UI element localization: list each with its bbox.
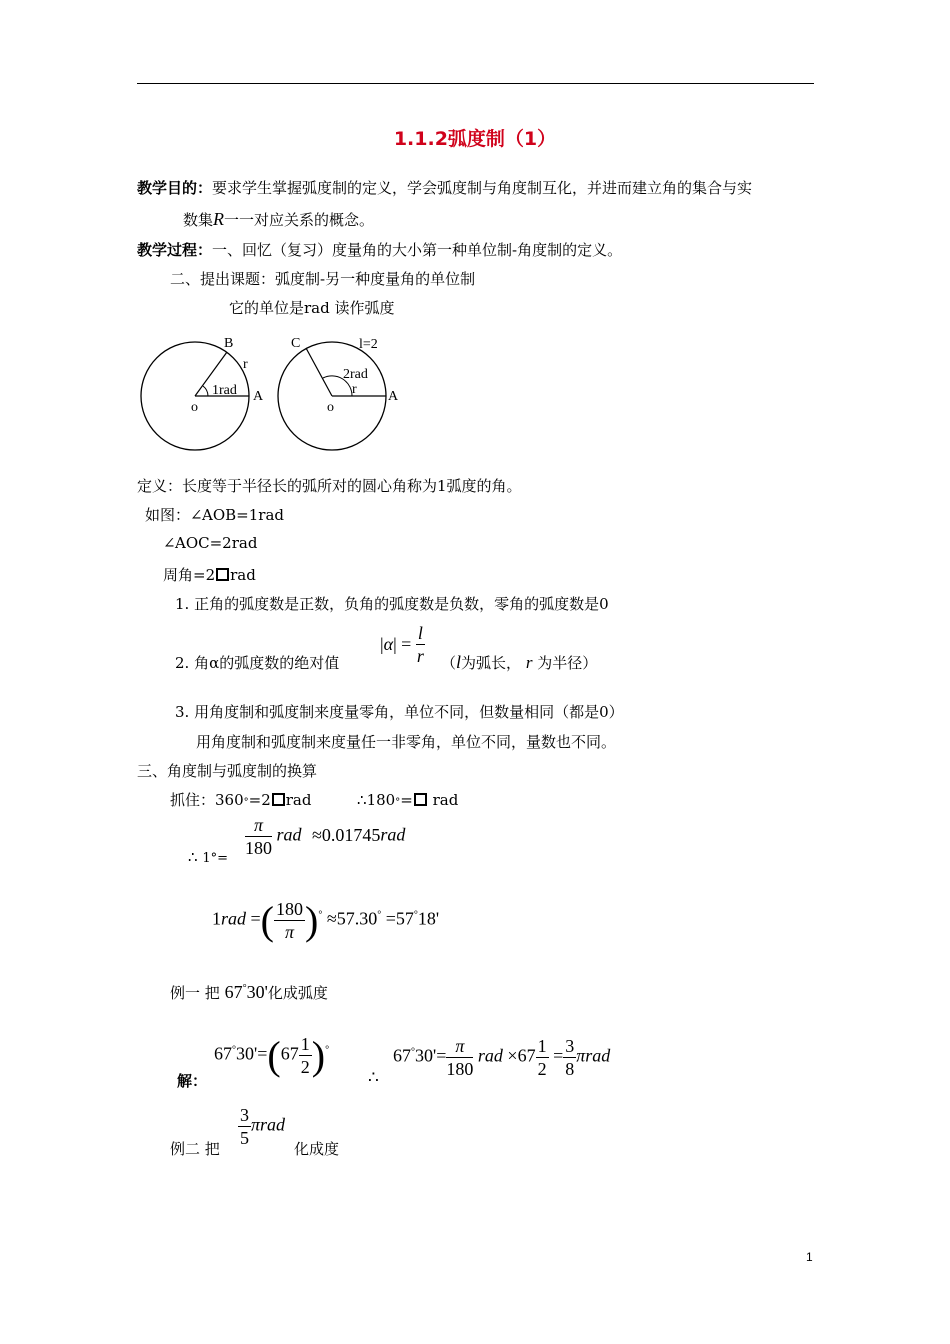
note-2d: 为弧长， [461, 654, 522, 672]
as-fig-label: 如图： [145, 506, 191, 524]
l-symbol: l [456, 652, 462, 672]
process-step-1: 一、回忆（复习）度量角的大小第一种单位制-角度制的定义。 [212, 241, 623, 259]
label-r-left: r [243, 357, 248, 372]
l-num: l [417, 623, 423, 643]
process-step-2: 二、提出课题：弧度制-另一种度量角的单位制 [170, 270, 476, 288]
unit-line: 它的单位是rad 读作弧度 [229, 299, 395, 317]
rad-unit: rad [276, 824, 302, 845]
ex2-den: 5 [240, 1128, 249, 1148]
grasp-f: rad [432, 791, 459, 809]
label-B: B [224, 336, 234, 351]
solution-label: 解： [177, 1072, 208, 1090]
note-2-text [175, 652, 339, 673]
rad-unit: rad [380, 824, 406, 845]
min-18: 18' [417, 908, 440, 929]
ex1-step-1: 67°30'=(67 $\frac{1}{2}$ )° [214, 1033, 330, 1078]
aoc-text: AOC=2rad [175, 534, 258, 552]
process-label: 教学过程： [137, 241, 213, 259]
angle-icon: ∠ [163, 534, 176, 552]
therefore-2: ∴ [368, 1068, 379, 1088]
note-2a: 2. 角 [175, 654, 210, 672]
label-2rad: 2rad [343, 367, 368, 382]
r-den: r [416, 646, 424, 666]
pi-placeholder-icon [216, 568, 229, 581]
goal-label: 教学目的： [137, 179, 213, 197]
ex1-text: 化成弧度 [267, 984, 328, 1002]
alpha-icon: α [209, 654, 220, 672]
ex2-formula [238, 1104, 285, 1149]
note-1: 1. 正角的弧度数是正数，负角的弧度数是负数，零角的弧度数是0 [175, 595, 609, 613]
ex1-min: 30' [246, 982, 268, 1002]
approx-value-2: ≈57.30 [326, 908, 378, 929]
label-l2: l=2 [359, 337, 378, 352]
one-deg: 1 [202, 851, 211, 866]
note-3b: 用角度制和弧度制来度量任一非零角，单位不同，量数也不同。 [196, 733, 617, 751]
eq: = [436, 1045, 447, 1066]
pi-den: π [284, 922, 295, 942]
goal-line-1 [137, 177, 752, 198]
approx-value-1: ≈0.01745 [312, 824, 381, 845]
note-3a: 3. 用角度制和弧度制来度量零角，单位不同，但数量相同（都是0） [175, 703, 624, 721]
grasp-line [170, 789, 458, 810]
grasp-c: rad [285, 791, 312, 809]
circle-right [278, 342, 386, 450]
one-degree-formula [245, 814, 405, 859]
aob-text: AOB=1rad [202, 506, 284, 524]
page-title: 1.1.2弧度制（1） [393, 128, 557, 150]
ex2-num: 3 [240, 1105, 249, 1125]
radian-figure [140, 330, 420, 455]
goal-line-2 [183, 209, 374, 230]
note-2b: 的弧度数的绝对值 [219, 654, 340, 672]
angle-icon: ∠ [190, 506, 203, 524]
label-C: C [291, 336, 301, 351]
r-symbol: r [525, 653, 533, 672]
ex1-deg: 67 [224, 982, 243, 1002]
pi-num: π [245, 814, 272, 837]
num-180: 180 [276, 899, 303, 919]
one: 1 [212, 908, 221, 929]
ex1-step-2: 67°30'= $\frac{\pi}{180}$ rad ×67 $\frac{1}{2}$ = $\frac{3}{8}$ πrad [393, 1036, 611, 1079]
process-line [137, 239, 622, 260]
label-A-left: A [253, 389, 264, 404]
pi-placeholder-icon [414, 793, 427, 806]
three-num: 3 [565, 1036, 575, 1056]
pi-num: π [446, 1035, 473, 1058]
eq-sign: = [217, 851, 229, 866]
eight-den: 8 [565, 1059, 575, 1079]
one-rad-formula: 1rad =( $\frac{180}{\pi}$ )° ≈57.30° =57°18' [212, 898, 440, 943]
half-den: 2 [300, 1057, 310, 1077]
eq-57: =57 [385, 908, 414, 929]
ex2-pi-rad: πrad [251, 1114, 286, 1135]
half-num: 1 [537, 1036, 547, 1056]
grasp-d: ∴180 [357, 791, 396, 809]
full-angle-a: 周角=2 [163, 566, 216, 584]
ex1-lhs2: 30' [415, 1045, 437, 1066]
therefore-symbol: ∴ [188, 848, 198, 866]
label-1rad: 1rad [212, 383, 237, 398]
degree-icon: ° [243, 797, 249, 808]
note-2-tail [441, 652, 597, 673]
ex1-lhs2: 30' [236, 1043, 258, 1064]
grasp-a: 抓住：360 [170, 791, 244, 809]
fig-aoc-line [163, 534, 257, 552]
abs-alpha-formula: |α| = $\frac{l}{r}$ [380, 623, 424, 666]
degree-icon: ° [395, 797, 401, 808]
goal-text-1: 要求学生掌握弧度制的定义，学会弧度制与角度制互化，并进而建立角的集合与实 [212, 179, 753, 197]
section-3-heading: 三、角度制与弧度制的换算 [137, 762, 318, 780]
goal-text-2b: 一一对应关系的概念。 [224, 211, 375, 229]
label-o-right: o [327, 400, 334, 415]
label-r-right: r [352, 382, 357, 397]
eq: = [257, 1043, 268, 1064]
one-degree-prefix: ∴ 1°= [188, 848, 229, 866]
ex2-label: 例二 把 [170, 1140, 220, 1158]
full-angle-b: rad [230, 566, 256, 584]
pi-rad: πrad [576, 1045, 611, 1066]
half-num: 1 [300, 1034, 310, 1054]
times-67: ×67 [507, 1045, 536, 1066]
rad-unit: rad [477, 1045, 503, 1066]
ex2-text: 化成度 [294, 1140, 340, 1158]
half-den: 2 [537, 1059, 547, 1079]
grasp-e: = [400, 791, 413, 809]
label-A-right: A [388, 389, 399, 404]
ex1-label: 例一 把 [170, 984, 220, 1002]
grasp-b: =2 [248, 791, 271, 809]
den-180: 180 [446, 1059, 474, 1079]
full-angle-line [163, 564, 256, 585]
note-2e: 为半径） [537, 654, 598, 672]
den-180: 180 [245, 838, 272, 858]
top-rule [137, 83, 814, 84]
rad-unit: rad [221, 908, 247, 929]
note-2c: （ [441, 654, 457, 672]
eq: = [553, 1045, 564, 1066]
definition: 定义：长度等于半径长的弧所对的圆心角称为1弧度的角。 [137, 477, 522, 495]
pi-placeholder-icon [272, 793, 285, 806]
example-1-line: 例一 把 67°30'化成弧度 [170, 982, 328, 1002]
label-o-left: o [191, 400, 198, 415]
set-r: R [213, 209, 225, 229]
page-number: 1 [806, 1250, 813, 1264]
ex1-67: 67 [280, 1043, 299, 1064]
fig-aob-line [145, 504, 284, 525]
ex1-lhs: 67 [214, 1043, 232, 1064]
alpha: α [383, 634, 394, 654]
ex1-lhs: 67 [393, 1045, 411, 1066]
goal-text-2a: 数集 [183, 211, 214, 229]
